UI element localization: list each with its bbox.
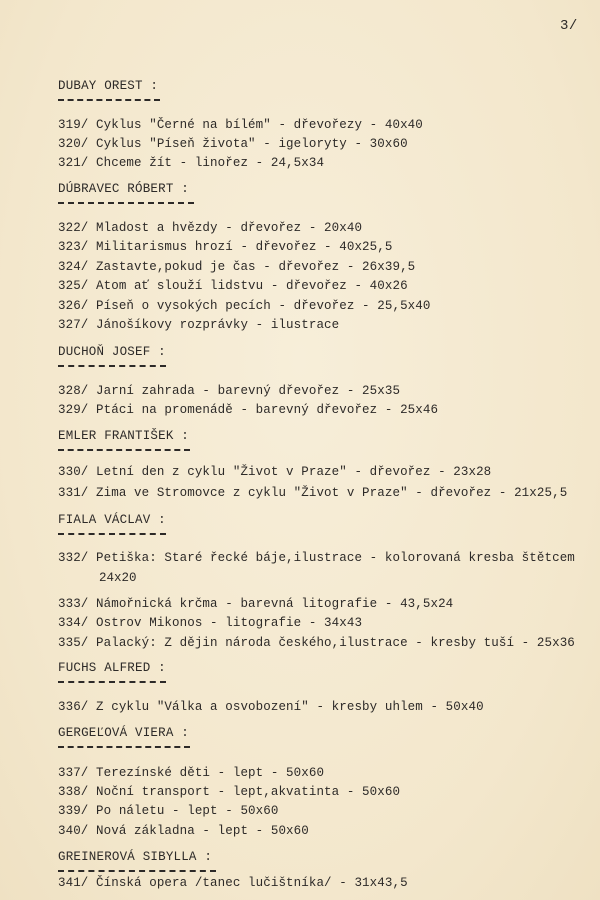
list-item	[58, 465, 491, 479]
dashed-underline	[58, 746, 190, 748]
item-number: 336/	[58, 700, 89, 714]
item-number: 326/	[58, 299, 89, 313]
item-number: 322/	[58, 221, 89, 235]
list-item	[58, 766, 324, 780]
item-text: Mladost a hvězdy - dřevořez - 20x40	[96, 221, 363, 235]
item-text: Po náletu - lept - 50x60	[96, 804, 279, 818]
dashed-underline	[58, 870, 216, 872]
item-number: 335/	[58, 636, 89, 650]
list-item	[58, 700, 484, 714]
list-item	[58, 118, 423, 132]
artist-header: GREINEROVÁ SIBYLLA :	[58, 850, 213, 864]
dashed-underline	[58, 202, 194, 204]
item-number: 324/	[58, 260, 89, 274]
item-text: Ptáci na promenádě - barevný dřevořez - 25x46	[96, 403, 439, 417]
artist-header: DÚBRAVEC RÓBERT :	[58, 182, 189, 196]
list-item	[58, 221, 362, 235]
list-item	[58, 137, 408, 151]
artist-header: GERGEĽOVÁ VIERA :	[58, 726, 189, 740]
item-text: Letní den z cyklu "Život v Praze" - dřevořez - 23x28	[96, 465, 492, 479]
item-number: 328/	[58, 384, 89, 398]
list-item	[58, 551, 575, 565]
item-text: Zima ve Stromovce z cyklu "Život v Praze" - dřevořez - 21x25,5	[96, 486, 568, 500]
item-number: 327/	[58, 318, 89, 332]
list-item	[58, 804, 278, 818]
item-number: 323/	[58, 240, 89, 254]
item-number: 333/	[58, 597, 89, 611]
list-item	[58, 156, 324, 170]
item-text: Cyklus "Černé na bílém" - dřevořezy - 40x40	[96, 118, 423, 132]
item-text: Ostrov Mikonos - litografie - 34x43	[96, 616, 363, 630]
list-item	[58, 299, 430, 313]
item-text: Zastavte,pokud je čas - dřevořez - 26x39,5	[96, 260, 416, 274]
item-number: 334/	[58, 616, 89, 630]
item-text: Jarní zahrada - barevný dřevořez - 25x35	[96, 384, 401, 398]
page-number: 3/	[560, 18, 578, 34]
item-number: 321/	[58, 156, 89, 170]
item-text: Z cyklu "Válka a osvobození" - kresby uhlem - 50x40	[96, 700, 484, 714]
dashed-underline	[58, 365, 166, 367]
list-item	[58, 279, 408, 293]
dashed-underline	[58, 99, 160, 101]
item-number: 332/	[58, 551, 89, 565]
item-text: Atom ať slouží lidstvu - dřevořez - 40x26	[96, 279, 408, 293]
item-number: 340/	[58, 824, 89, 838]
list-item	[58, 260, 415, 274]
list-item	[58, 318, 339, 332]
artist-header: DUBAY OREST :	[58, 79, 159, 93]
dashed-underline	[58, 449, 190, 451]
artist-header: EMLER FRANTIŠEK :	[58, 429, 189, 443]
item-text: Terezínské děti - lept - 50x60	[96, 766, 325, 780]
item-number: 329/	[58, 403, 89, 417]
item-text: Petiška: Staré řecké báje,ilustrace - kolorovaná kresba štětcem	[96, 551, 575, 565]
item-text: Noční transport - lept,akvatinta - 50x60	[96, 785, 401, 799]
item-number: 341/	[58, 876, 89, 890]
artist-header: FIALA VÁCLAV :	[58, 513, 166, 527]
item-number: 339/	[58, 804, 89, 818]
item-text: Chceme žít - linořez - 24,5x34	[96, 156, 325, 170]
item-text: Militarismus hrozí - dřevořez - 40x25,5	[96, 240, 393, 254]
dashed-underline	[58, 681, 166, 683]
item-number: 331/	[58, 486, 89, 500]
item-continuation: 24x20	[99, 571, 137, 585]
item-text: Palacký: Z dějin národa českého,ilustrace - kresby tuší - 25x36	[96, 636, 575, 650]
item-text: Čínská opera /tanec lučištníka/ - 31x43,5	[96, 876, 408, 890]
item-number: 330/	[58, 465, 89, 479]
list-item	[58, 785, 400, 799]
item-number: 338/	[58, 785, 89, 799]
item-text: Píseň o vysokých pecích - dřevořez - 25,5x40	[96, 299, 431, 313]
list-item	[58, 597, 453, 611]
list-item	[58, 384, 400, 398]
item-text: Jánošíkovy rozprávky - ilustrace	[96, 318, 340, 332]
item-text: Cyklus "Píseň života" - igeloryty - 30x60	[96, 137, 408, 151]
list-item	[58, 240, 392, 254]
item-number: 325/	[58, 279, 89, 293]
item-text: Nová základna - lept - 50x60	[96, 824, 309, 838]
list-item	[58, 486, 567, 500]
list-item	[58, 403, 438, 417]
artist-header: DUCHOŇ JOSEF :	[58, 345, 166, 359]
artist-header: FUCHS ALFRED :	[58, 661, 166, 675]
item-text: Námořnická krčma - barevná litografie - 43,5x24	[96, 597, 454, 611]
list-item	[58, 824, 309, 838]
dashed-underline	[58, 533, 166, 535]
item-number: 319/	[58, 118, 89, 132]
item-number: 337/	[58, 766, 89, 780]
list-item	[58, 636, 575, 650]
item-number: 320/	[58, 137, 89, 151]
list-item	[58, 876, 408, 890]
list-item	[58, 616, 362, 630]
